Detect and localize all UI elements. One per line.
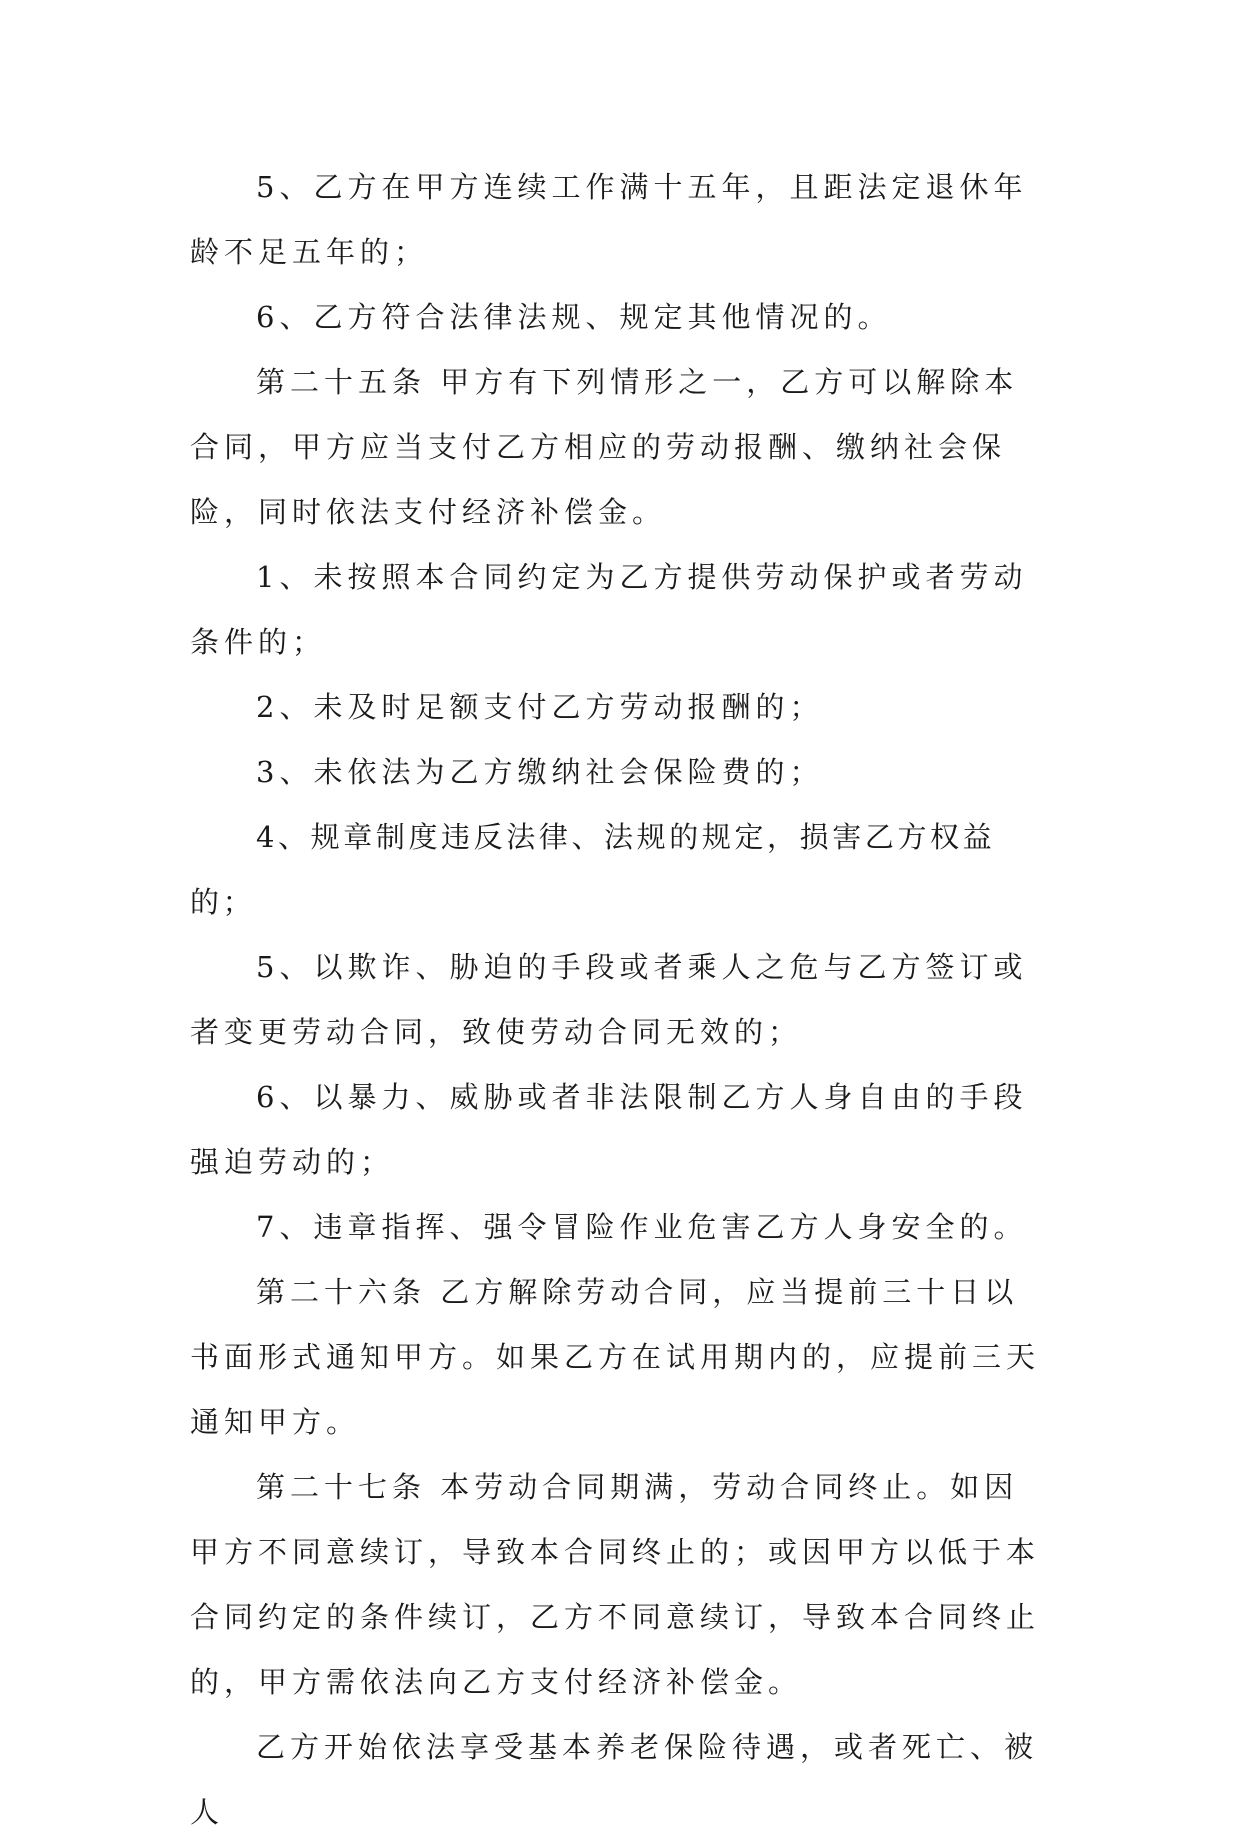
paragraph-pension-continued: 乙方开始依法享受基本养老保险待遇，或者死亡、被人 bbox=[190, 1730, 1039, 1829]
paragraph-item-5-fraud: 5、以欺诈、胁迫的手段或者乘人之危与乙方签订或者变更劳动合同，致使劳动合同无效的； bbox=[190, 950, 1028, 1049]
paragraph-item-2-remuneration: 2、未及时足额支付乙方劳动报酬的； bbox=[256, 690, 824, 724]
paragraph-item-6-forced-labor: 6、以暴力、威胁或者非法限制乙方人身自由的手段强迫劳动的； bbox=[190, 1080, 1028, 1179]
paragraph-item-6-other-cases: 6、乙方符合法律法规、规定其他情况的。 bbox=[256, 300, 892, 334]
paragraph-item-5-long-service: 5、乙方在甲方连续工作满十五年，且距法定退休年龄不足五年的； bbox=[190, 170, 1028, 269]
paragraph-article-25: 第二十五条 甲方有下列情形之一，乙方可以解除本合同，甲方应当支付乙方相应的劳动报酬、缴纳社会保险，同时依法支付经济补偿金。 bbox=[190, 365, 1019, 529]
paragraph-item-1-protection: 1、未按照本合同约定为乙方提供劳动保护或者劳动条件的； bbox=[190, 560, 1028, 659]
paragraph-article-27: 第二十七条 本劳动合同期满，劳动合同终止。如因甲方不同意续订，导致本合同终止的；或因甲方以低于本合同约定的条件续订，乙方不同意续订，导致本合同终止的，甲方需依法向乙方支付经济补偿金。 bbox=[190, 1470, 1041, 1699]
document-body bbox=[190, 155, 1050, 1845]
paragraph-item-7-safety: 7、违章指挥、强令冒险作业危害乙方人身安全的。 bbox=[256, 1210, 1028, 1244]
paragraph-item-3-social-insurance: 3、未依法为乙方缴纳社会保险费的； bbox=[256, 755, 824, 789]
paragraph-item-4-regulations: 4、规章制度违反法律、法规的规定，损害乙方权益的； bbox=[190, 820, 996, 919]
paragraph-article-26: 第二十六条 乙方解除劳动合同，应当提前三十日以书面形式通知甲方。如果乙方在试用期内的，应提前三天通知甲方。 bbox=[190, 1275, 1041, 1439]
